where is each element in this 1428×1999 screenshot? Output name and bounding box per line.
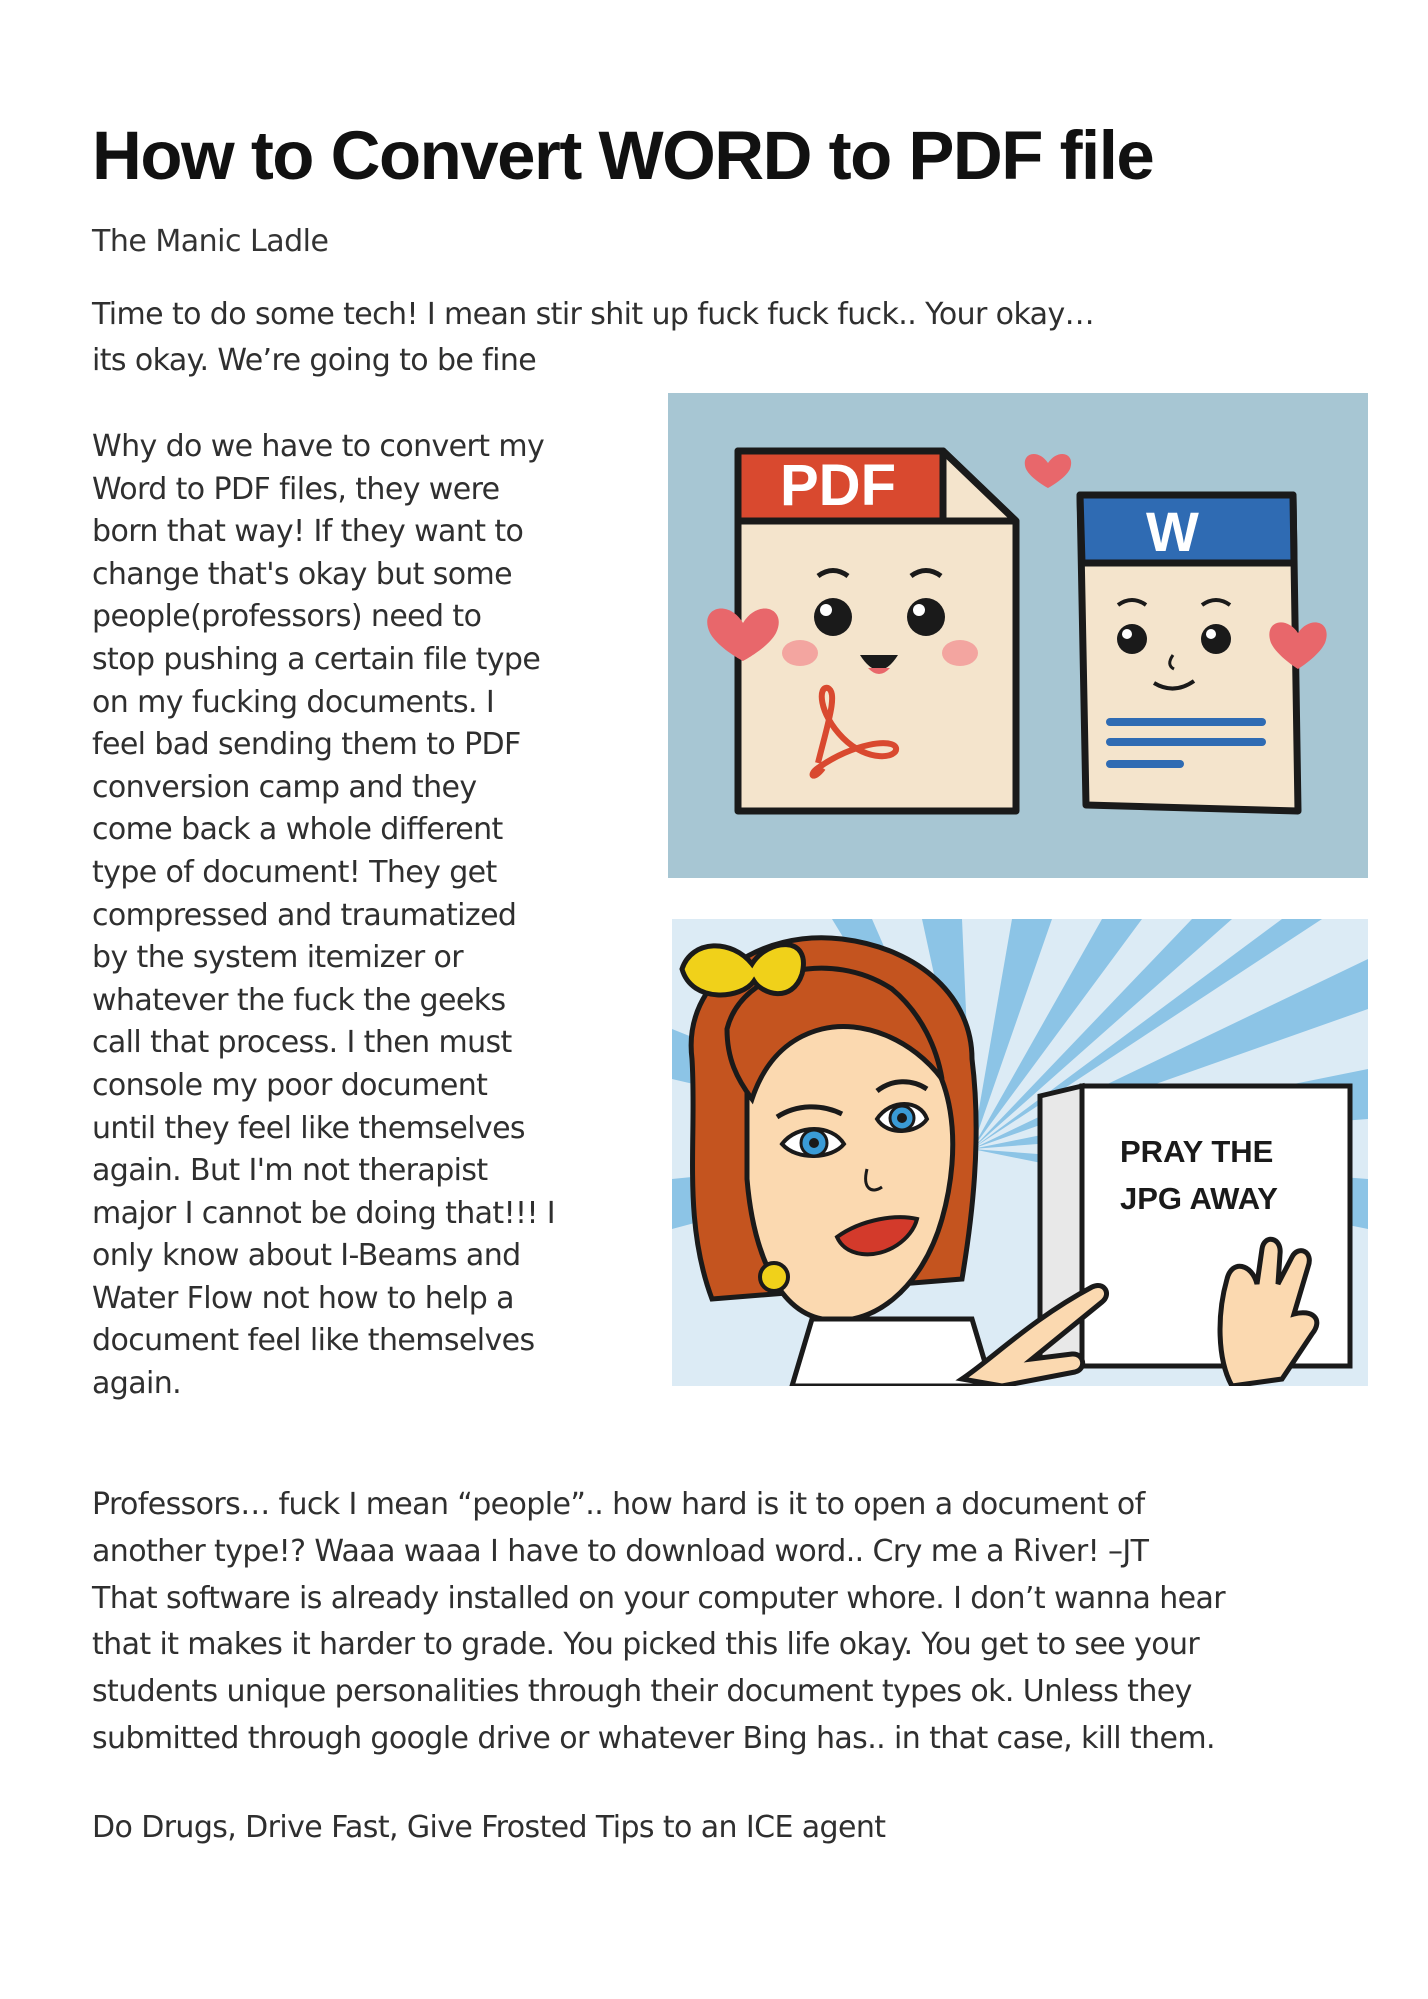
intro-line: its okay. We’re going to be fine (92, 343, 537, 378)
body-line: again. (92, 1366, 182, 1402)
signoff-line: Do Drugs, Drive Fast, Give Frosted Tips to an ICE agent (92, 1810, 886, 1845)
body-line: people(professors) need to (92, 599, 482, 635)
closing-line: another type!? Waaa waaa I have to download word.. Cry me a River! –JT (92, 1533, 1149, 1569)
word-label: W (1146, 500, 1199, 563)
body-line: type of document! They get (92, 854, 497, 890)
closing-line: submitted through google drive or whatever Bing has.. in that case, kill them. (92, 1720, 1215, 1756)
body-line: console my poor document (92, 1067, 488, 1103)
body-line: compressed and traumatized (92, 897, 517, 933)
author-name: The Manic Ladle (92, 224, 329, 259)
body-line: Water Flow not how to help a (92, 1280, 514, 1316)
hair-bow-icon (682, 945, 803, 995)
book-text-line1: PRAY THE (1120, 1134, 1274, 1169)
closing-paragraph (92, 1482, 1382, 1763)
pdf-word-illustration (668, 393, 1368, 878)
closing-line: students unique personalities through their document types ok. Unless they (92, 1674, 1192, 1710)
body-line: change that's okay but some (92, 556, 512, 592)
body-line: only know about I-Beams and (92, 1238, 521, 1274)
word-document-icon (1080, 495, 1298, 811)
body-line: conversion camp and they (92, 769, 477, 805)
body-paragraph (92, 426, 632, 1406)
body-line: major I cannot be doing that!!! I (92, 1195, 556, 1231)
pdf-word-drawing (668, 393, 1368, 878)
body-line: come back a whole different (92, 812, 503, 848)
intro-line: Time to do some tech! I mean stir shit up fuck fuck fuck.. Your okay… (92, 297, 1095, 332)
page-title: How to Convert WORD to PDF file (92, 117, 1154, 194)
intro-paragraph (92, 292, 1242, 384)
pray-jpg-illustration (672, 919, 1368, 1386)
body-line: born that way! If they want to (92, 514, 524, 550)
body-line: Word to PDF files, they were (92, 471, 500, 507)
body-line: document feel like themselves (92, 1323, 535, 1359)
book-text-line2: JPG AWAY (1120, 1181, 1278, 1216)
body-line: on my fucking documents. I (92, 684, 495, 720)
closing-line: That software is already installed on your computer whore. I don’t wanna hear (92, 1580, 1225, 1616)
body-line: stop pushing a certain file type (92, 641, 541, 677)
body-line: again. But I'm not therapist (92, 1153, 488, 1189)
pdf-document-icon (738, 451, 1016, 811)
closing-line: that it makes it harder to grade. You picked this life okay. You get to see your (92, 1627, 1200, 1663)
body-line: until they feel like themselves (92, 1110, 525, 1146)
body-line: by the system itemizer or (92, 940, 463, 976)
body-line: whatever the fuck the geeks (92, 982, 506, 1018)
pop-art-drawing (672, 919, 1368, 1386)
closing-line: Professors… fuck I mean “people”.. how hard is it to open a document of (92, 1487, 1145, 1522)
body-line: Why do we have to convert my (92, 429, 545, 464)
pdf-label: PDF (780, 453, 896, 518)
body-line: call that process. I then must (92, 1025, 512, 1061)
body-line: feel bad sending them to PDF (92, 727, 521, 763)
